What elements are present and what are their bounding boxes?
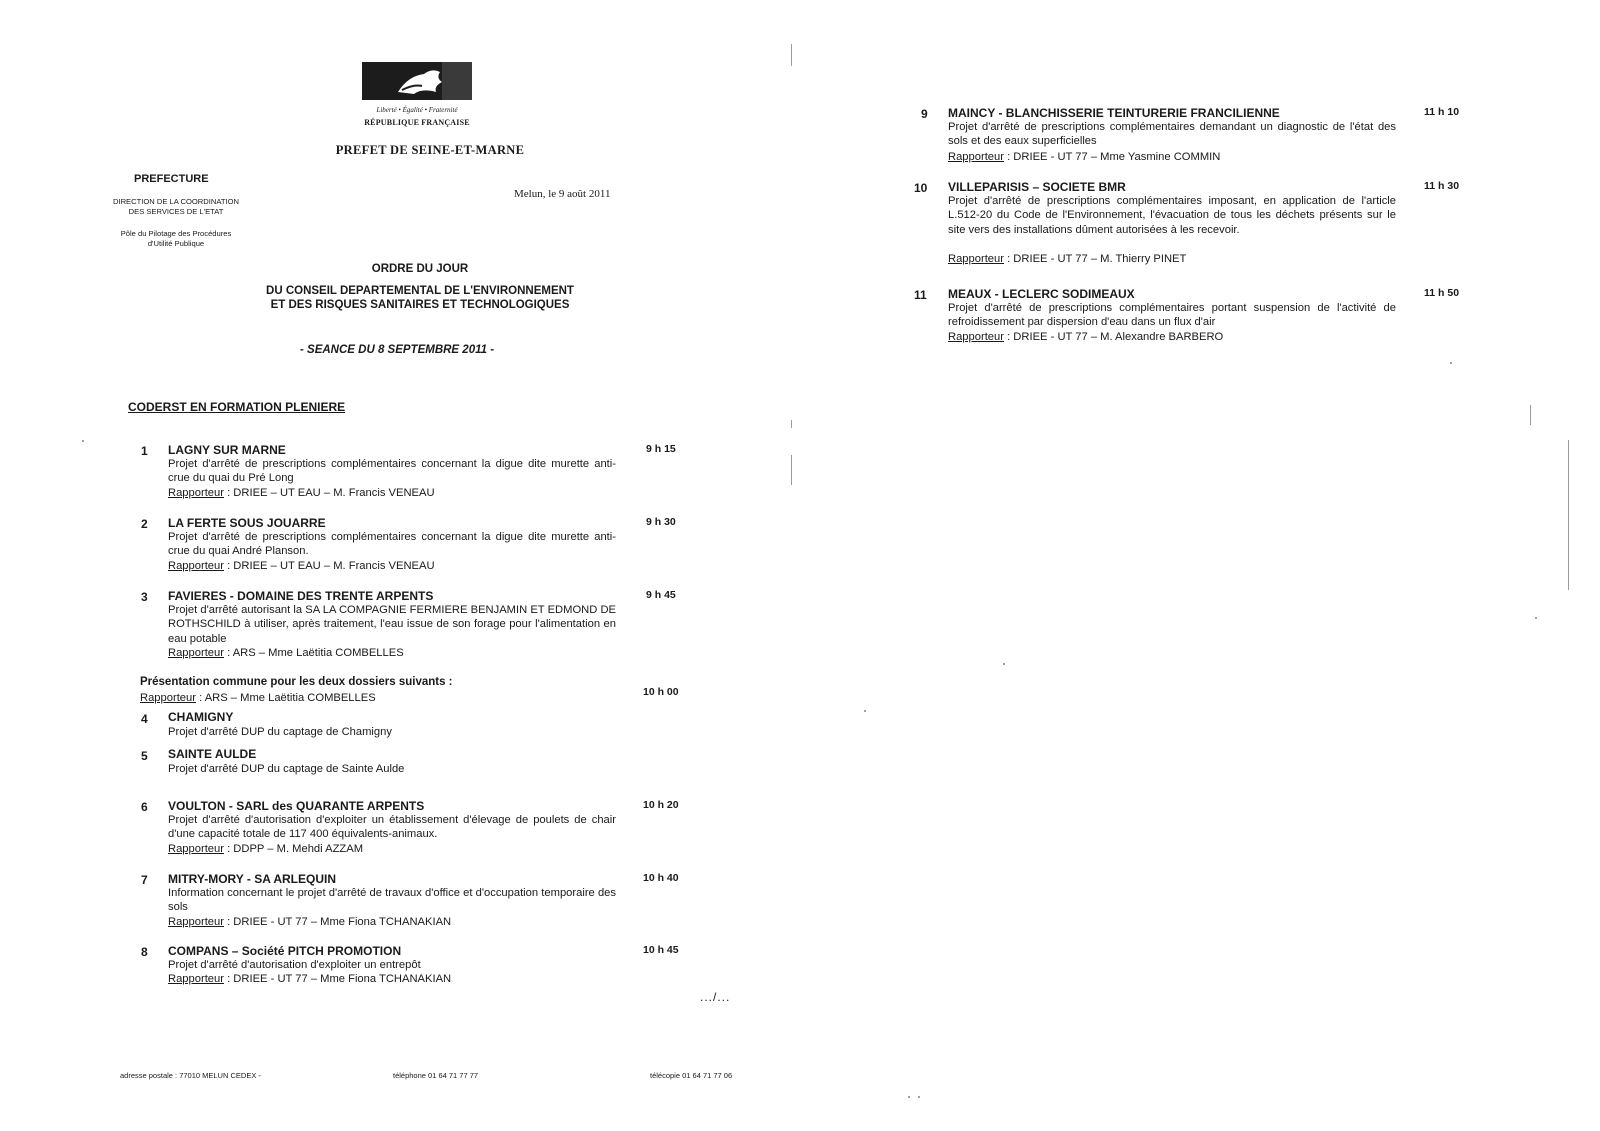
- item-title: SAINTE AULDE: [168, 747, 257, 761]
- rapporteur-label: Rapporteur: [168, 916, 224, 928]
- item-rapporteur: [948, 330, 1223, 344]
- item-time: 11 h 30: [1424, 180, 1460, 192]
- rapporteur-value: : DRIEE – UT EAU – M. Francis VENEAU: [223, 560, 435, 572]
- rapporteur-label: Rapporteur: [168, 487, 224, 499]
- rapporteur-value: : DRIEE - UT 77 – M. Thierry PINET: [1003, 253, 1187, 265]
- scan-dot: [1003, 663, 1005, 665]
- rapporteur-value: : DRIEE - UT 77 – Mme Fiona TCHANAKIAN: [223, 916, 452, 928]
- item-number: 6: [141, 800, 148, 814]
- republique-francaise-label: RÉPUBLIQUE FRANÇAISE: [364, 118, 470, 127]
- item-title: LAGNY SUR MARNE: [168, 443, 286, 457]
- item-title: VILLEPARISIS – SOCIETE BMR: [948, 180, 1126, 194]
- rapporteur-label: Rapporteur: [168, 973, 224, 985]
- pole-line-2: d'Utilité Publique: [147, 239, 205, 248]
- rapporteur-label: Rapporteur: [140, 692, 196, 704]
- scan-dot: [82, 440, 84, 442]
- item-description: Projet d'arrêté de prescriptions complémentaires imposant, en application de l'article L.512-20 du Code de l'Environnement, l'évacuation de tous les déchets présents sur le site vers des installations dûment autorisées à les recevoir.: [948, 195, 1396, 236]
- seance-date: - SEANCE DU 8 SEPTEMBRE 2011 -: [300, 344, 495, 356]
- item-number: 8: [141, 945, 148, 959]
- rapporteur-value: : DDPP – M. Mehdi AZZAM: [223, 843, 364, 855]
- item-description: Projet d'arrêté de prescriptions complémentaires concernant la digue dite murette anti-crue du quai du Pré Long: [168, 458, 616, 485]
- council-title-line-1: DU CONSEIL DEPARTEMENTAL DE L'ENVIRONNEMENT: [266, 285, 574, 297]
- scan-dot: [918, 1096, 920, 1098]
- item-rapporteur: [168, 842, 363, 856]
- item-description: Projet d'arrêté de prescriptions complémentaires demandant un diagnostic de l'état des sols et des eaux superficielles: [948, 121, 1396, 148]
- prefet-heading: PREFET DE SEINE-ET-MARNE: [335, 143, 525, 157]
- item-title: CHAMIGNY: [168, 710, 234, 724]
- item-number: 2: [141, 517, 148, 531]
- footer-address: adresse postale : 77010 MELUN CEDEX -: [120, 1071, 261, 1080]
- scan-speck: [1530, 405, 1531, 425]
- scan-speck: [791, 420, 792, 428]
- joint-presentation-label: Présentation commune pour les deux dossiers suivants :: [140, 676, 453, 688]
- item-rapporteur: [168, 486, 435, 500]
- rapporteur-value: : DRIEE – UT EAU – M. Francis VENEAU: [223, 487, 435, 499]
- item-time: 10 h 20: [643, 799, 679, 811]
- item-description: Projet d'arrêté de prescriptions complémentaires concernant la digue dite murette anti-crue du quai André Planson.: [168, 531, 616, 558]
- scan-speck: [1568, 440, 1569, 590]
- item-rapporteur: [948, 252, 1186, 266]
- republique-francaise-logo: [362, 62, 472, 132]
- item-rapporteur: [168, 646, 404, 660]
- item-number: 11: [914, 288, 927, 302]
- rapporteur-value: : DRIEE - UT 77 – Mme Fiona TCHANAKIAN: [223, 973, 452, 985]
- item-title: MEAUX - LECLERC SODIMEAUX: [948, 287, 1135, 301]
- joint-presentation-time: 10 h 00: [643, 686, 679, 698]
- item-number: 7: [141, 873, 148, 887]
- rapporteur-value: : DRIEE - UT 77 – Mme Yasmine COMMIN: [1003, 151, 1221, 163]
- joint-presentation-rapporteur: [140, 691, 376, 705]
- scan-dot: [864, 710, 866, 712]
- footer-fax: télécopie 01 64 71 77 06: [650, 1071, 733, 1080]
- item-description: Projet d'arrêté autorisant la SA LA COMPAGNIE FERMIERE BENJAMIN ET EDMOND DE ROTHSCHILD à utiliser, après traitement, l'eau issue de son forage pour l'alimentation en eau potable: [168, 604, 616, 645]
- council-title-line-2: ET DES RISQUES SANITAIRES ET TECHNOLOGIQUES: [270, 299, 570, 311]
- item-title: FAVIERES - DOMAINE DES TRENTE ARPENTS: [168, 589, 434, 603]
- continuation-mark: .../...: [700, 990, 731, 1004]
- direction-line-1: DIRECTION DE LA COORDINATION: [112, 197, 239, 206]
- scan-dot: [908, 1096, 910, 1098]
- item-time: 11 h 50: [1424, 287, 1460, 299]
- item-title: COMPANS – Société PITCH PROMOTION: [168, 944, 402, 958]
- rapporteur-label: Rapporteur: [168, 560, 224, 572]
- item-title: LA FERTE SOUS JOUARRE: [168, 516, 326, 530]
- footer-phone: téléphone 01 64 71 77 77: [393, 1071, 479, 1080]
- item-description: Projet d'arrêté DUP du captage de Sainte Aulde: [168, 763, 405, 775]
- rapporteur-value: : ARS – Mme Laëtitia COMBELLES: [195, 692, 376, 704]
- item-number: 9: [921, 107, 928, 121]
- ordre-du-jour-title: ORDRE DU JOUR: [371, 263, 469, 275]
- scan-dot: [1535, 617, 1537, 619]
- item-time: 9 h 45: [646, 589, 676, 601]
- item-number: 10: [914, 181, 928, 195]
- item-time: 9 h 30: [646, 516, 676, 528]
- scan-dot: [1450, 362, 1452, 364]
- item-title: VOULTON - SARL des QUARANTE ARPENTS: [168, 799, 425, 813]
- rapporteur-label: Rapporteur: [948, 331, 1004, 343]
- item-title: MITRY-MORY - SA ARLEQUIN: [168, 872, 336, 886]
- item-rapporteur: [168, 915, 451, 929]
- scan-speck: [791, 455, 792, 485]
- marianne-logo-icon: [362, 62, 472, 100]
- direction-line-2: DES SERVICES DE L'ETAT: [128, 207, 224, 216]
- item-time: 10 h 40: [643, 872, 679, 884]
- item-rapporteur: [948, 150, 1220, 164]
- rapporteur-value: : ARS – Mme Laëtitia COMBELLES: [223, 647, 404, 659]
- document-date: Melun, le 9 août 2011: [514, 188, 611, 200]
- item-number: 1: [141, 444, 148, 458]
- item-description: Information concernant le projet d'arrêté de travaux d'office et d'occupation temporaire des sols: [168, 887, 616, 914]
- item-description: Projet d'arrêté DUP du captage de Chamigny: [168, 726, 392, 738]
- item-number: 3: [141, 590, 148, 604]
- item-rapporteur: [168, 972, 451, 986]
- rapporteur-value: : DRIEE - UT 77 – M. Alexandre BARBERO: [1003, 331, 1224, 343]
- rapporteur-label: Rapporteur: [948, 253, 1004, 265]
- item-time: 10 h 45: [643, 944, 679, 956]
- scan-speck: [791, 44, 792, 66]
- item-time: 11 h 10: [1424, 106, 1460, 118]
- section-heading: CODERST EN FORMATION PLENIERE: [128, 400, 346, 414]
- rapporteur-label: Rapporteur: [168, 843, 224, 855]
- item-number: 4: [141, 712, 148, 726]
- item-number: 5: [141, 749, 148, 763]
- item-description: Projet d'arrêté d'autorisation d'exploiter un établissement d'élevage de poulets de chair d'une capacité totale de 117 400 équivalents-animaux.: [168, 814, 616, 841]
- item-description: Projet d'arrêté d'autorisation d'exploiter un entrepôt: [168, 959, 421, 971]
- item-rapporteur: [168, 559, 435, 573]
- rapporteur-label: Rapporteur: [168, 647, 224, 659]
- item-description: Projet d'arrêté de prescriptions complémentaires portant suspension de l'activité de refroidissement par dispersion d'eau dans un flux d'air: [948, 302, 1396, 329]
- republic-motto: Liberté • Égalité • Fraternité: [376, 106, 458, 114]
- item-time: 9 h 15: [646, 443, 676, 455]
- item-title: MAINCY - BLANCHISSERIE TEINTURERIE FRANCILIENNE: [948, 106, 1280, 120]
- pole-line-1: Pôle du Pilotage des Procédures: [120, 229, 232, 238]
- prefecture-label: PREFECTURE: [134, 173, 209, 185]
- rapporteur-label: Rapporteur: [948, 151, 1004, 163]
